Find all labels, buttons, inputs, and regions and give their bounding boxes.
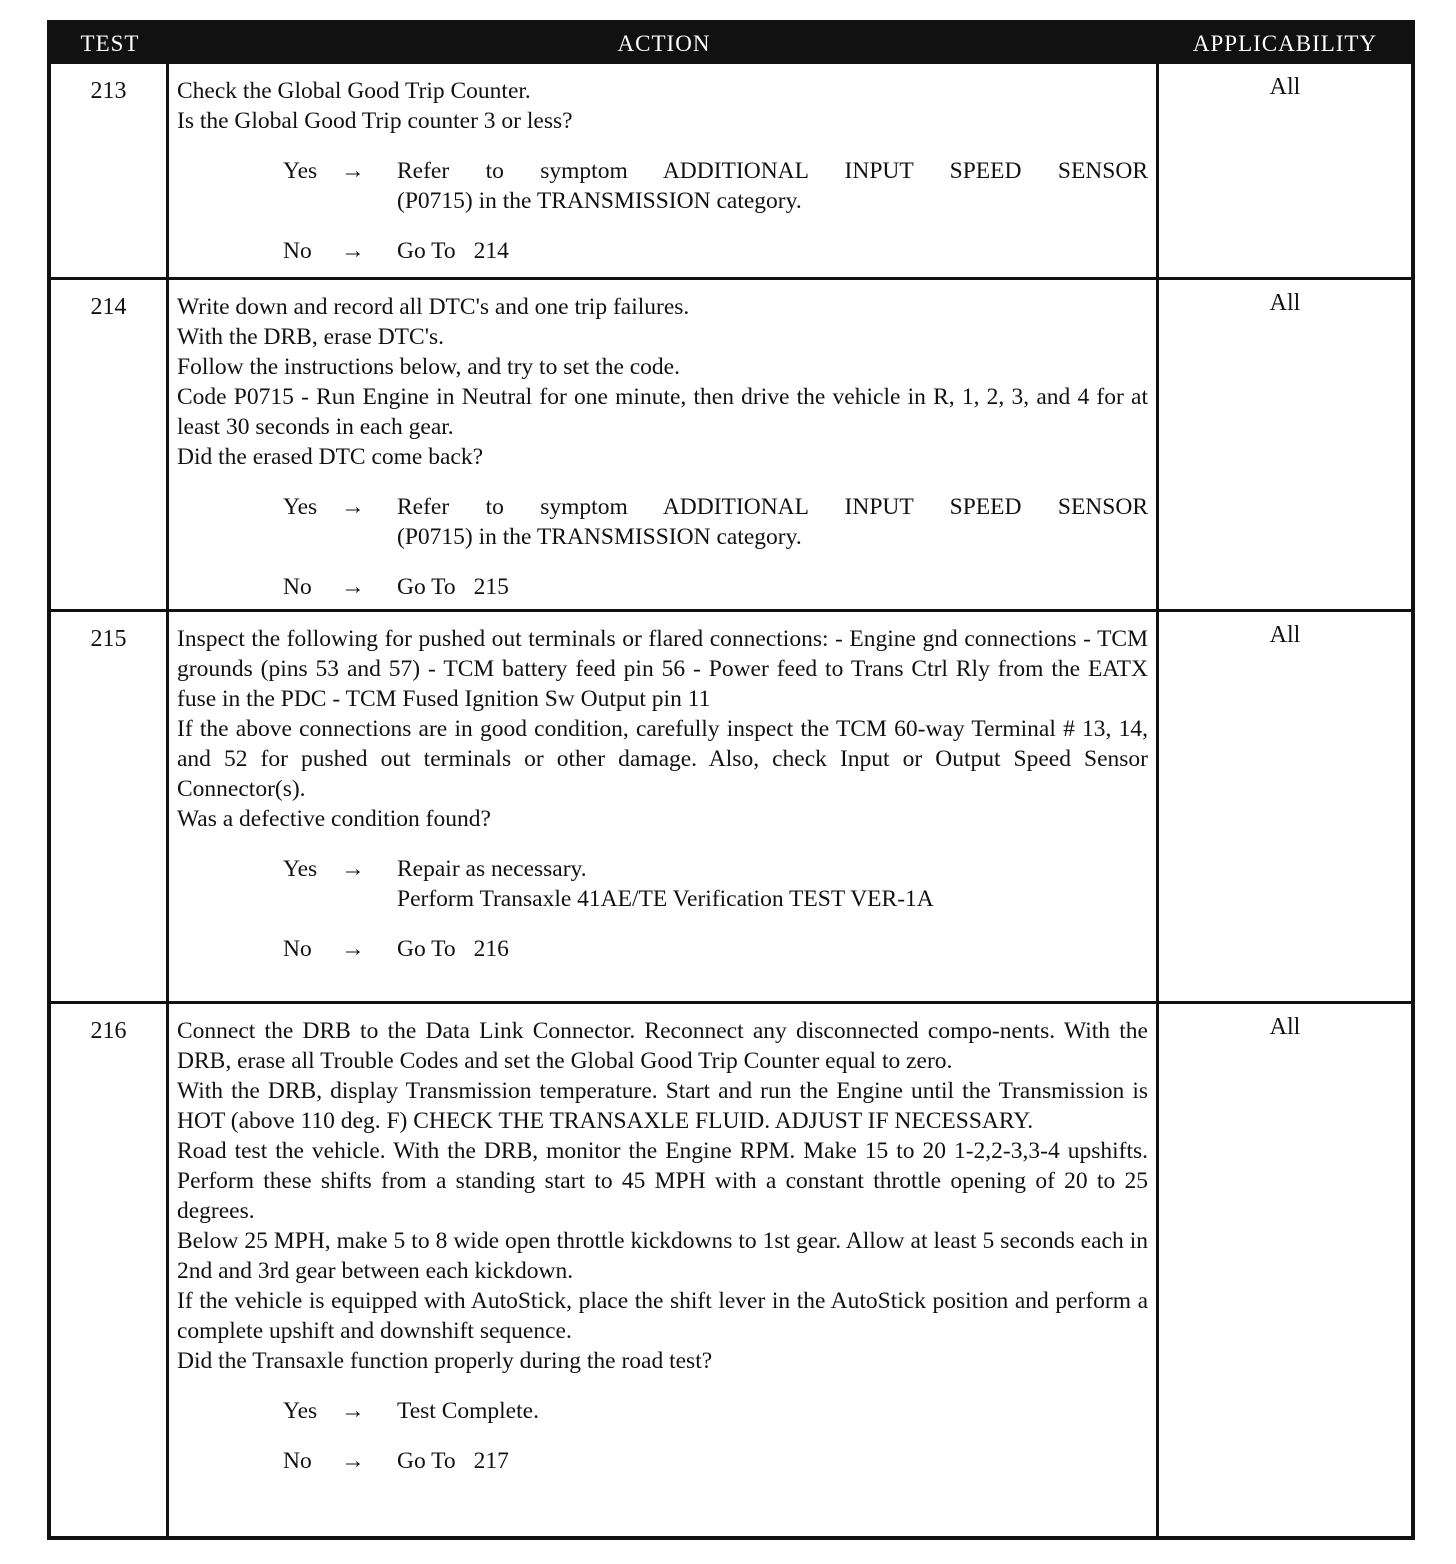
action-line: Follow the instructions below, and try to set the code.: [177, 354, 680, 380]
action-line: Below 25 MPH, make 5 to 8 wide open throttle kickdowns to 1st gear. Allow at least 5 seconds each in 2nd and 3rd gear between each kickdown.: [177, 1228, 1148, 1284]
action-cell: [169, 1004, 1159, 1536]
no-label: No: [283, 1448, 312, 1474]
action-line: Road test the vehicle. With the DRB, monitor the Engine RPM. Make 15 to 20 1-2,2-3,3-4 upshifts. Perform these shifts from a standing start to 45 MPH with a constant throttle opening of 20 to 25 degrees.: [177, 1138, 1148, 1224]
table-row: [51, 1001, 1411, 1536]
no-answer: [283, 572, 1148, 602]
goto-text: Go To: [397, 936, 456, 962]
test-number: 216: [51, 1004, 169, 1536]
test-number: 215: [51, 612, 169, 1001]
table-row: [51, 64, 1411, 277]
table-header: [51, 24, 1411, 64]
right-arrow-icon: →: [341, 1448, 365, 1474]
applicability-value: All: [1269, 74, 1301, 100]
diagnostic-test-table: [47, 20, 1415, 1540]
test-number: 214: [51, 280, 169, 609]
action-line: Code P0715 - Run Engine in Neutral for one minute, then drive the vehicle in R, 1, 2, 3, and 4 for at least 30 seconds in each gear.: [177, 384, 1148, 440]
right-arrow-icon: →: [341, 574, 365, 600]
action-line: Connect the DRB to the Data Link Connector. Reconnect any disconnected compo-nents. With the DRB, erase all Trouble Codes and set the Global Good Trip Counter equal to zero.: [177, 1018, 1148, 1074]
yes-answer: [283, 1396, 1148, 1426]
no-label: No: [283, 238, 312, 264]
action-line: Was a defective condition found?: [177, 806, 491, 832]
goto-test-link[interactable]: 215: [473, 574, 509, 600]
right-arrow-icon: →: [341, 494, 365, 520]
action-line: If the above connections are in good condition, carefully inspect the TCM 60-way Terminal # 13, 14, and 52 for pushed out terminals or other damage. Also, check Input or Output Speed Sensor Connector(s).: [177, 716, 1148, 802]
right-arrow-icon: →: [341, 238, 365, 264]
action-line: Inspect the following for pushed out terminals or flared connections: - Engine gnd connections - TCM grounds (pins 53 and 57) - TCM battery feed pin 56 - Power feed to Trans Ctrl Rly from the EATX fuse in the PDC - TCM Fused Ignition Sw Output pin 11: [177, 626, 1148, 712]
applicability-value: All: [1269, 290, 1301, 316]
yes-text: Perform Transaxle 41AE/TE Verification TEST VER-1A: [397, 886, 934, 912]
goto-test-link[interactable]: 217: [473, 1448, 509, 1474]
goto-text: Go To: [397, 574, 456, 600]
right-arrow-icon: →: [341, 1398, 365, 1424]
action-cell: [169, 64, 1159, 277]
yes-text: (P0715) in the TRANSMISSION category.: [397, 524, 802, 550]
yes-text: Test Complete.: [397, 1398, 539, 1424]
no-answer: [283, 1446, 1148, 1476]
action-line: Is the Global Good Trip counter 3 or less?: [177, 108, 573, 134]
yes-text: Repair as necessary.: [397, 856, 587, 882]
header-test: TEST: [80, 31, 140, 56]
yes-label: Yes: [283, 856, 318, 882]
action-line: Did the Transaxle function properly during the road test?: [177, 1348, 713, 1374]
no-label: No: [283, 936, 312, 962]
applicability-value: All: [1269, 1014, 1301, 1040]
goto-text: Go To: [397, 1448, 456, 1474]
header-action: ACTION: [617, 31, 711, 56]
yes-text: Refer to symptom ADDITIONAL INPUT SPEED SENSOR: [397, 494, 1148, 520]
yes-text: Refer to symptom ADDITIONAL INPUT SPEED SENSOR: [397, 158, 1148, 184]
action-line: With the DRB, erase DTC's.: [177, 324, 444, 350]
no-answer: [283, 236, 1148, 266]
action-line: Did the erased DTC come back?: [177, 444, 484, 470]
yes-label: Yes: [283, 158, 318, 184]
goto-test-link[interactable]: 216: [473, 936, 509, 962]
right-arrow-icon: →: [341, 856, 365, 882]
table-row: [51, 277, 1411, 609]
action-line: With the DRB, display Transmission temperature. Start and run the Engine until the Transmission is HOT (above 110 deg. F) CHECK THE TRANSAXLE FLUID. ADJUST IF NECESSARY.: [177, 1078, 1148, 1134]
applicability-value: All: [1269, 622, 1301, 648]
action-line: Check the Global Good Trip Counter.: [177, 78, 531, 104]
yes-answer: [283, 492, 1148, 552]
yes-answer: [283, 854, 1148, 914]
yes-text: (P0715) in the TRANSMISSION category.: [397, 188, 802, 214]
goto-test-link[interactable]: 214: [473, 238, 509, 264]
header-applicability: APPLICABILITY: [1192, 31, 1378, 56]
yes-label: Yes: [283, 494, 318, 520]
right-arrow-icon: →: [341, 936, 365, 962]
yes-answer: [283, 156, 1148, 216]
test-number: 213: [51, 64, 169, 277]
action-cell: [169, 280, 1159, 609]
no-label: No: [283, 574, 312, 600]
action-line: Write down and record all DTC's and one trip failures.: [177, 294, 690, 320]
action-cell: [169, 612, 1159, 1001]
no-answer: [283, 934, 1148, 964]
right-arrow-icon: →: [341, 158, 365, 184]
yes-label: Yes: [283, 1398, 318, 1424]
goto-text: Go To: [397, 238, 456, 264]
action-line: If the vehicle is equipped with AutoStick, place the shift lever in the AutoStick position and perform a complete upshift and downshift sequence.: [177, 1288, 1148, 1344]
table-row: [51, 609, 1411, 1001]
